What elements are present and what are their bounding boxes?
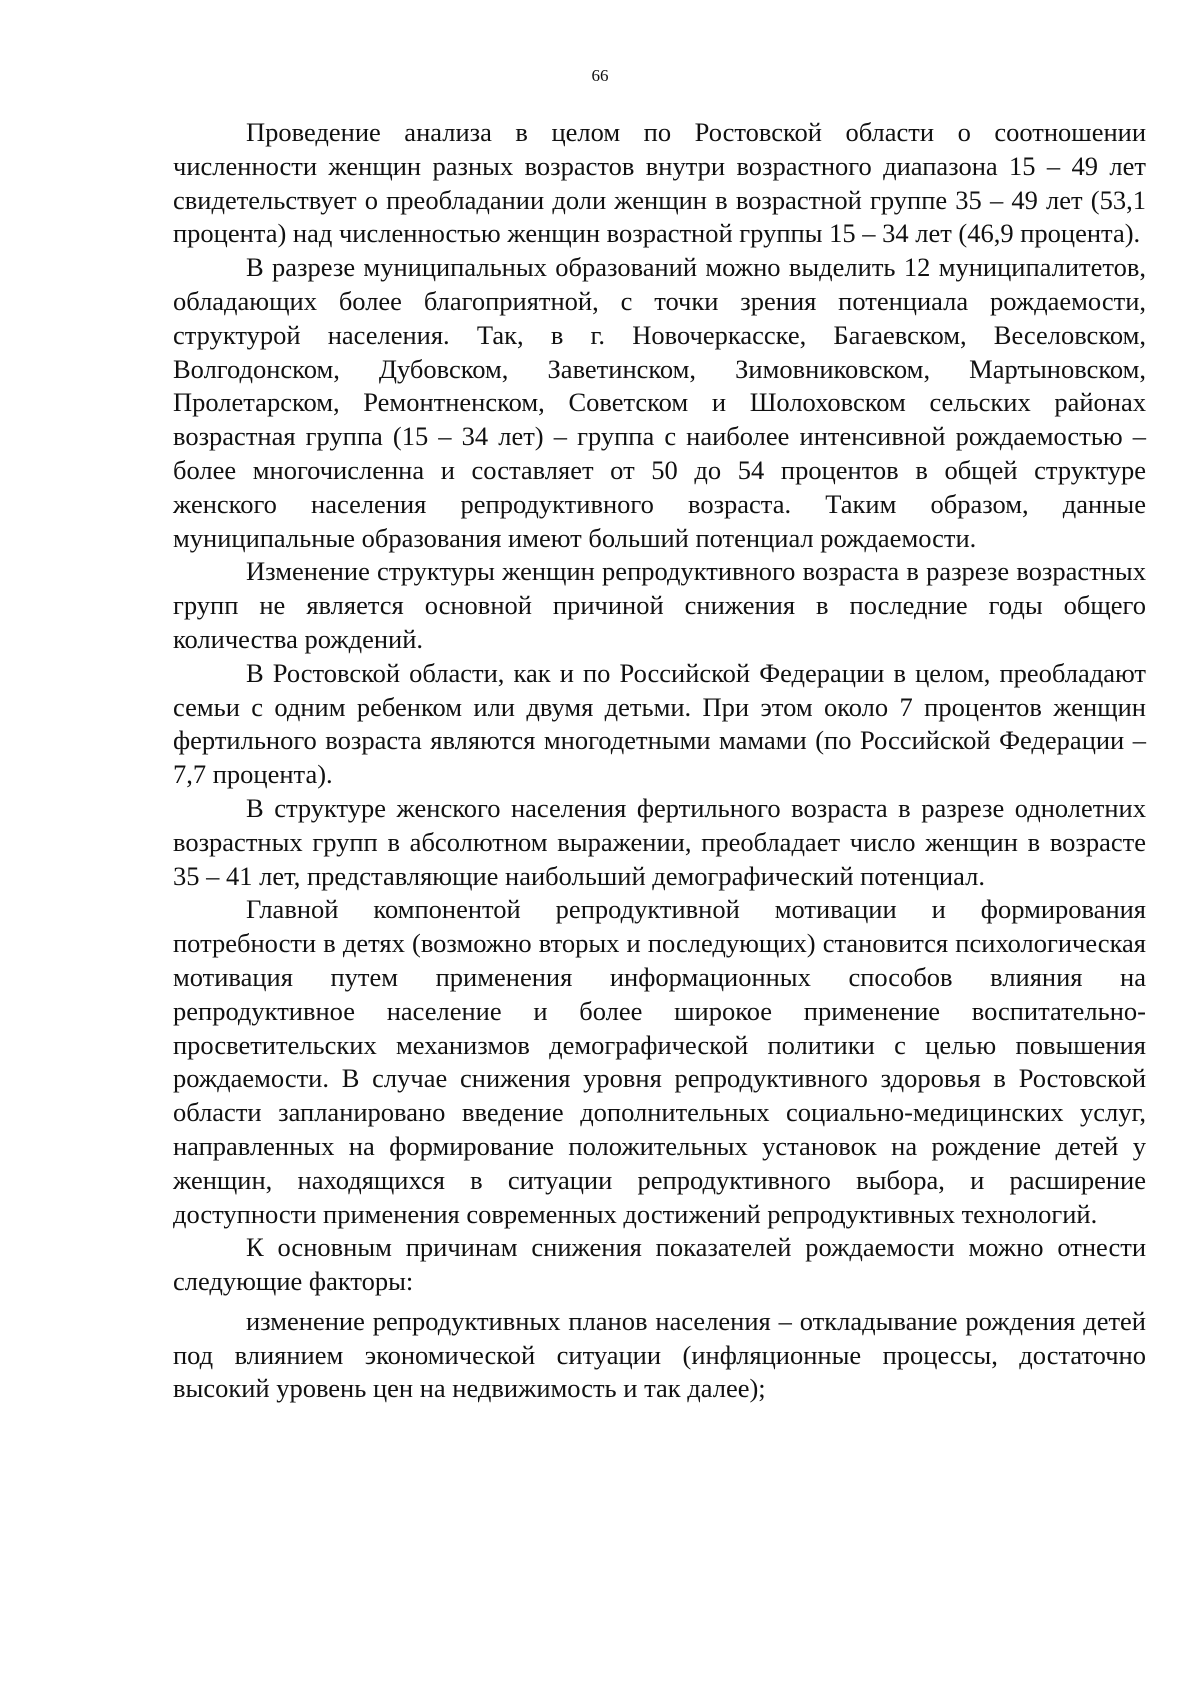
paragraph-motivation: Главной компонентой репродуктивной мотивации и формирования потребности в детях (возможно вторых и последующих) становится психологическая мотивация путем применения информационных способов влияния на репродуктивное население и более широкое применение воспитательно-просветительских механизмов демографической политики с целью повышения рождаемости. В случае снижения уровня репродуктивного здоровья в Ростовской области запланировано введение дополнительных социально-медицинских услуг, направленных на формирование положительных установок на рождение детей у женщин, находящихся в ситуации репродуктивного выбора, и расширение доступности применения современных достижений репродуктивных технологий. [173,894,1146,1229]
paragraph-structure-change: Изменение структуры женщин репродуктивного возраста в разрезе возрастных групп не является основной причиной снижения в последние годы общего количества рождений. [173,556,1146,654]
paragraph-age-ratio: Проведение анализа в целом по Ростовской области о соотношении численности женщин разных возрастов внутри возрастного диапазона 15 – 49 лет свидетельствует о преобладании доли женщин в возрастной группе 35 – 49 лет (53,1 процента) над численностью женщин возрастной группы 15 – 34 лет (46,9 процента). [173,117,1146,249]
paragraph-families: В Ростовской области, как и по Российской Федерации в целом, преобладают семьи с одним ребенком или двумя детьми. При этом около 7 процентов женщин фертильного возраста являются многодетными мамами (по Российской Федерации – 7,7 процента). [173,657,1146,790]
paragraph-municipalities: В разрезе муниципальных образований можно выделить 12 муниципалитетов, обладающих более благоприятной, с точки зрения потенциала рождаемости, структурой населения. Так, в г. Новочеркасске, Багаевском, Веселовском, Волгодонском, Дубовском, Заветинском, Зимовниковском, Мартыновском, Пролетарском, Ремонтненском, Советском и Шолоховском сельских районах возрастная группа (15 – 34 лет) – группа с наиболее интенсивной рождаемостью – более многочисленна и составляет от 50 до 54 процентов в общей структуре женского населения репродуктивного возраста. Таким образом, данные муниципальные образования имеют больший потенциал рождаемости. [173,252,1146,553]
page-number: 66 [591,66,609,85]
paragraph-causes-intro: К основным причинам снижения показателей рождаемости можно отнести следующие факторы: [173,1232,1146,1297]
body-text [173,116,1146,1406]
paragraph-single-year-groups: В структуре женского населения фертильного возраста в разрезе однолетних возрастных групп в абсолютном выражении, преобладает число женщин в возрасте 35 – 41 лет, представляющие наибольший демографический потенциал. [173,792,1146,891]
paragraph-cause-item: изменение репродуктивных планов населения – откладывание рождения детей под влиянием экономической ситуации (инфляционные процессы, достаточно высокий уровень цен на недвижимость и так далее); [173,1305,1146,1404]
